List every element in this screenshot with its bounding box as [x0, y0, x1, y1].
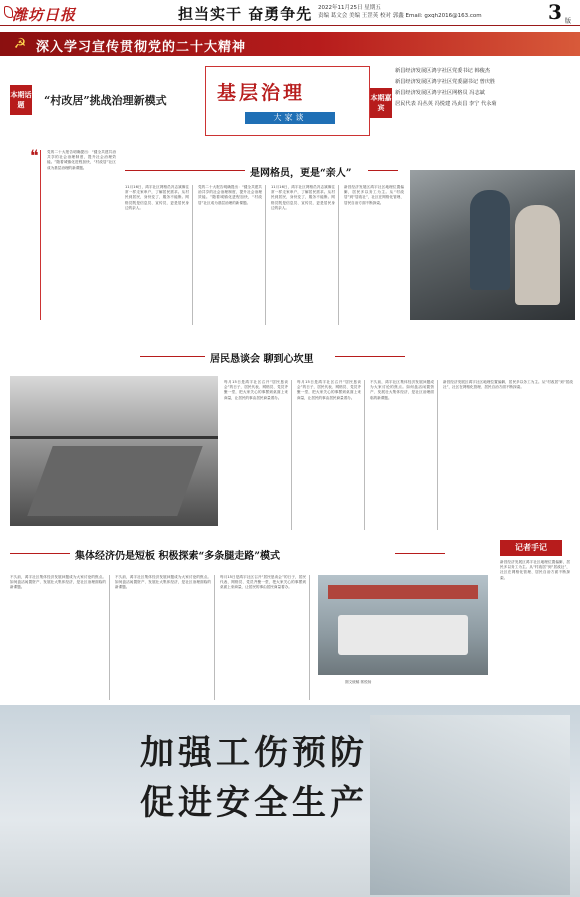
person-figure	[470, 190, 510, 290]
guest-list	[395, 66, 575, 110]
issue-date: 2022年11月25日 星期五	[318, 5, 381, 11]
ad-line-1: 加强工伤预防	[140, 733, 368, 773]
guest-line: 新昌经济发展区鸿宇社区网格员 冯志斌	[395, 90, 485, 96]
section-body-1: 11月16日，鸿宇社区网格员冯志斌像往常一样走家串户，了解居民需求。从村民到居民，身份变了，服务不能断。网格员既是信息员、宣传员，更是居民身边的亲人。	[125, 185, 193, 325]
reporter-note-body: 新昌经济发展区鸿宇社区地理位置偏僻，居民多以务工为主。从“村改居”到“居改社”，社区在网格化管理、居民自治方面不断探索。	[500, 560, 570, 580]
column-subtitle: 大家谈	[245, 112, 335, 124]
section-rule	[368, 170, 398, 171]
guests-tag: 本期嘉宾	[370, 88, 392, 118]
photo-interview	[410, 170, 575, 320]
section-title-3: 集体经济仍是短板 积极探索“多条腿走路”模式	[75, 551, 280, 562]
road	[27, 446, 202, 516]
photo-street	[10, 376, 218, 526]
section-body-3c: 每月15日是鸿宇社区召开“居民恳谈会”的日子，居民代表、网格员、党员齐聚一堂，把大家关心的事摆到桌面上来商量，让居民的事由居民商量着办。	[220, 575, 310, 700]
section-rule	[335, 356, 405, 357]
guest-line: 新昌经济发展区鸿宇社区党委副书记 曾庆胜	[395, 79, 496, 85]
page-number: 3	[548, 0, 562, 24]
safety-ad	[0, 705, 580, 897]
topic-headline: “村改居”挑战治理新模式	[44, 94, 167, 107]
intro-quote: 党的二十大报告明确提出：“健全共建共治共享的社会治理制度，提升社会治理效能。”随着城镇化进程加快，“村改居”社区成为基层治理的新课题。	[40, 150, 116, 320]
person-figure	[515, 205, 560, 305]
section-body-1c: 11月16日，鸿宇社区网格员冯志斌像往常一样走家串户，了解居民需求。从村民到居民，身份变了，服务不能断。网格员既是信息员、宣传员，更是居民身边的亲人。	[271, 185, 339, 325]
section-body-1b: 党的二十大报告明确提出：“健全共建共治共享的社会治理制度，提升社会治理效能。”随着城镇化进程加快，“村改居”社区成为基层治理的新课题。	[198, 185, 266, 325]
reporter-note-title: 记者手记	[500, 540, 562, 556]
guest-line: 新昌经济发展区鸿宇社区党委书记 韩俊杰	[395, 68, 491, 74]
photo-market	[318, 575, 488, 675]
food-truck	[338, 615, 468, 655]
banner-title: 深入学习宣传贯彻党的二十大精神	[36, 40, 247, 55]
section-title-2: 居民恳谈会 聊到心坎里	[210, 354, 314, 365]
section-rule	[125, 170, 245, 171]
section-body-1d: 新昌经济发展区鸿宇社区地理位置偏僻，居民多以务工为主。从“村改居”到“居改社”，社区在网格化管理、居民自治方面不断探索。	[344, 185, 404, 205]
slogan: 担当实干 奋勇争先	[178, 5, 313, 23]
road-line	[10, 436, 218, 439]
topic-tag: 本期话题	[10, 85, 32, 115]
quote-mark-icon: ❝	[30, 146, 39, 165]
section-title-1: 是网格员，更是“亲人”	[250, 168, 352, 179]
newspaper-logo: 潍坊日报	[12, 6, 77, 24]
issue-editors: 责编 葛文会 美编 王罡英 校对 郭鑫 Email: gxqh2016@163.com	[318, 13, 482, 19]
section-body-2b: 每月15日是鸿宇社区召开“居民恳谈会”的日子，居民代表、网格员、党员齐聚一堂，把大家关心的事摆到桌面上来商量，让居民的事由居民商量着办。	[297, 380, 365, 530]
section-body-2c: 不久前，鸿宇社区集体经济发展问题成为大家讨论的焦点。如何盘活闲置资产、发展壮大集体经济，是社区治理面临的新课题。	[370, 380, 438, 530]
party-emblem-icon: ☭	[13, 36, 27, 52]
section-rule	[140, 356, 205, 357]
issue-info	[318, 4, 548, 20]
page-label: 版	[565, 18, 572, 25]
storefront-sign	[328, 585, 478, 599]
section-body-2: 每月15日是鸿宇社区召开“居民恳谈会”的日子，居民代表、网格员、党员齐聚一堂，把大家关心的事摆到桌面上来商量，让居民的事由居民商量着办。	[224, 380, 292, 530]
column-title: 基层治理	[217, 82, 306, 104]
section-rule	[395, 553, 445, 554]
ad-background-graphic	[370, 715, 570, 895]
section-body-3: 不久前，鸿宇社区集体经济发展问题成为大家讨论的焦点。如何盘活闲置资产、发展壮大集体经济，是社区治理面临的新课题。	[10, 575, 110, 700]
section-body-2d: 新昌经济发展区鸿宇社区地理位置偏僻，居民多以务工为主。从“村改居”到“居改社”，社区在网格化管理、居民自治方面不断探索。	[443, 380, 573, 390]
photo-caption: 图文统稿 郭悦扬	[345, 680, 372, 684]
section-body-3b: 不久前，鸿宇社区集体经济发展问题成为大家讨论的焦点。如何盘活闲置资产、发展壮大集体经济，是社区治理面临的新课题。	[115, 575, 215, 700]
section-rule	[10, 553, 70, 554]
guest-line: 居民代表 冯丛英 冯悦建 冯贞昌 李宁 代永菊	[395, 101, 497, 107]
ad-line-2: 促进安全生产	[140, 783, 368, 823]
